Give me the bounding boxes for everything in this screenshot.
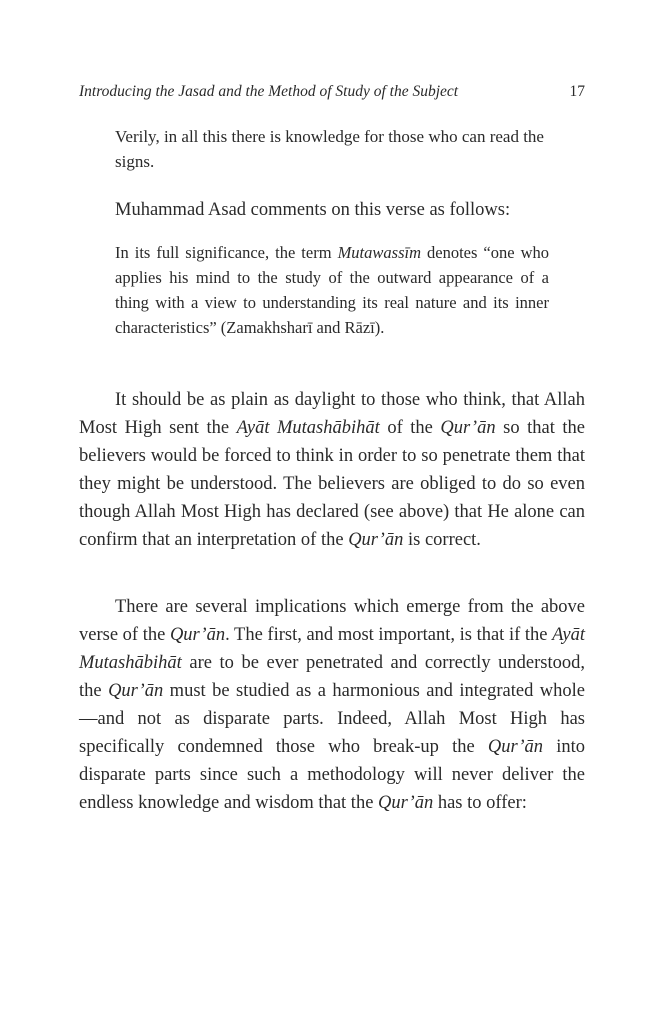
paragraph-text: There are several implications which emerge from the above verse of the [79,597,585,645]
paragraph-text: are to be ever penetrated and correctly understood, the [79,653,585,701]
body-paragraph-1 [79,386,585,554]
paragraph-text: It should be as plain as daylight to those who think, that Allah Most High sent the [79,390,585,438]
paragraph-text: . The first, and most important, is that if the [225,625,553,645]
term-mutawassim: Mutawassīm [337,243,421,262]
page-number: 17 [569,83,585,100]
commentary-intro: Muhammad Asad comments on this verse as follows: [115,200,511,220]
running-title: Introducing the Jasad and the Method of Study of the Subject [79,83,459,100]
paragraph-text: of the [379,418,441,438]
term-quran: Qur’ān [169,625,226,645]
paragraph-text: has to offer: [433,793,527,813]
term-quran: Qur’ān [348,530,404,550]
term-ayat-mutashabihat: Ayāt Mutashābihāt [79,625,585,673]
body-paragraph-2 [79,593,585,817]
paragraph-text: so that the believers would be forced to think in order to so penetrate them that they might be understood. The believers are obliged to do so even though Allah Most High has declared (see above) that He alone can confirm that an interpretation of the [79,418,585,550]
paragraph-text: into disparate parts since such a methodology will never deliver the endless knowledge and wisdom that the [79,737,586,813]
asad-commentary-quote [115,240,549,340]
term-quran: Qur’ān [487,737,544,757]
term-ayat-mutashabihat: Ayāt Mutashābihāt [236,418,380,438]
term-quran: Qur’ān [378,793,434,813]
term-quran: Qur’ān [440,418,496,438]
verse-quote: Verily, in all this there is knowledge for those who can read the signs. [115,127,544,171]
paragraph-text: must be studied as a harmonious and integrated whole—and not as disparate parts. Indeed, Allah Most High has specifically condemned those who break-up the [79,681,585,757]
running-header [79,80,585,104]
commentary-text: In its full significance, the term [115,243,338,262]
term-quran: Qur’ān [108,681,164,701]
paragraph-text: is correct. [403,530,481,550]
book-page [79,0,585,1024]
commentary-text: denotes “one who applies his mind to the study of the outward appearance of a thing with a view to understanding its real nature and its inner characteristics” (Zamakhsharī and Rāzī). [115,243,550,337]
